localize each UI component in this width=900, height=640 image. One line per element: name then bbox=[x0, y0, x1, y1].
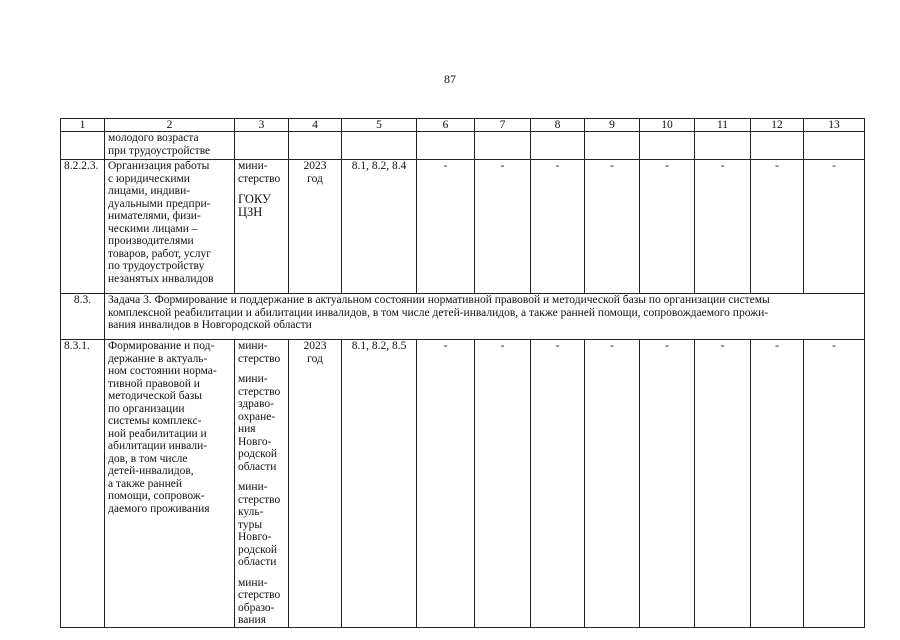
linked-indicators: 8.1, 8.2, 8.5 bbox=[342, 340, 417, 628]
table-row-8-3-1 bbox=[61, 340, 865, 628]
header-col-8: 8 bbox=[531, 119, 585, 132]
page-number: 87 bbox=[444, 72, 456, 86]
value-col-13: - bbox=[804, 160, 865, 294]
header-col-3: 3 bbox=[235, 119, 289, 132]
value-col-13: - bbox=[804, 340, 865, 628]
activity-text: Формирование и под- держание в актуаль- ном состоянии норма- тивной правовой и методической базы по организации системы комплекс- ной реабилитации и абилитации инвали- дов, в том числе детей-инвалидов, а также ранней помощи, сопровож- даемого проживания bbox=[105, 340, 235, 628]
value-col-10: - bbox=[640, 160, 695, 294]
table-row-8-2-2-3 bbox=[61, 160, 865, 294]
plan-table bbox=[60, 118, 865, 628]
year-cell: 2023 год bbox=[289, 160, 342, 294]
header-col-6: 6 bbox=[417, 119, 475, 132]
header-col-7: 7 bbox=[475, 119, 531, 132]
value-col-7: - bbox=[475, 340, 531, 628]
executor-ministry: мини- стерство bbox=[238, 160, 281, 185]
task-number: 8.3. bbox=[61, 294, 105, 340]
executor-health-ministry: мини- стерство здраво- охране- ния Новго- родской области bbox=[238, 373, 281, 473]
header-col-11: 11 bbox=[695, 119, 751, 132]
header-col-4: 4 bbox=[289, 119, 342, 132]
linked-indicators: 8.1, 8.2, 8.4 bbox=[342, 160, 417, 294]
value-col-7: - bbox=[475, 160, 531, 294]
value-col-8: - bbox=[531, 340, 585, 628]
task-row-8-3 bbox=[61, 294, 865, 340]
executor-goku-czn: ГОКУ ЦЗН bbox=[238, 192, 271, 219]
executor-culture-ministry: мини- стерство куль- туры Новго- родской области bbox=[238, 481, 281, 568]
task-text: Задача 3. Формирование и поддержание в актуальном состоянии нормативной правовой и методической базы по организации системы комплексной реабилитации и абилитации инвалидов, в том числе детей-инвалидов, а также ранней помощи, сопровождаемого прожи- вания инвалидов в Новгородской области bbox=[105, 294, 865, 340]
value-col-6: - bbox=[417, 160, 475, 294]
row-number: 8.3.1. bbox=[61, 340, 105, 628]
header-col-2: 2 bbox=[105, 119, 235, 132]
executor-cell bbox=[235, 340, 289, 628]
value-col-9: - bbox=[585, 340, 640, 628]
executor-education-ministry: мини- стерство образо- вания bbox=[238, 576, 281, 626]
executor-cell bbox=[235, 160, 289, 294]
header-col-13: 13 bbox=[804, 119, 865, 132]
header-col-5: 5 bbox=[342, 119, 417, 132]
value-col-9: - bbox=[585, 160, 640, 294]
activity-text: Организация работы с юридическими лицами, индиви- дуальными предпри- нимателями, физи- ческими лицами – производителями товаров, работ, услуг по трудоустройству незанятых инвалидов bbox=[105, 160, 235, 294]
header-col-12: 12 bbox=[751, 119, 804, 132]
value-col-8: - bbox=[531, 160, 585, 294]
value-col-12: - bbox=[751, 340, 804, 628]
value-col-11: - bbox=[695, 340, 751, 628]
continuation-text: молодого возраста при трудоустройстве bbox=[105, 132, 235, 160]
value-col-11: - bbox=[695, 160, 751, 294]
header-col-10: 10 bbox=[640, 119, 695, 132]
column-number-header-row bbox=[61, 119, 865, 132]
header-col-9: 9 bbox=[585, 119, 640, 132]
row-number: 8.2.2.3. bbox=[61, 160, 105, 294]
value-col-10: - bbox=[640, 340, 695, 628]
continuation-row bbox=[61, 132, 865, 160]
header-col-1: 1 bbox=[61, 119, 105, 132]
executor-ministry: мини- стерство bbox=[238, 340, 281, 365]
year-cell: 2023 год bbox=[289, 340, 342, 628]
value-col-6: - bbox=[417, 340, 475, 628]
value-col-12: - bbox=[751, 160, 804, 294]
